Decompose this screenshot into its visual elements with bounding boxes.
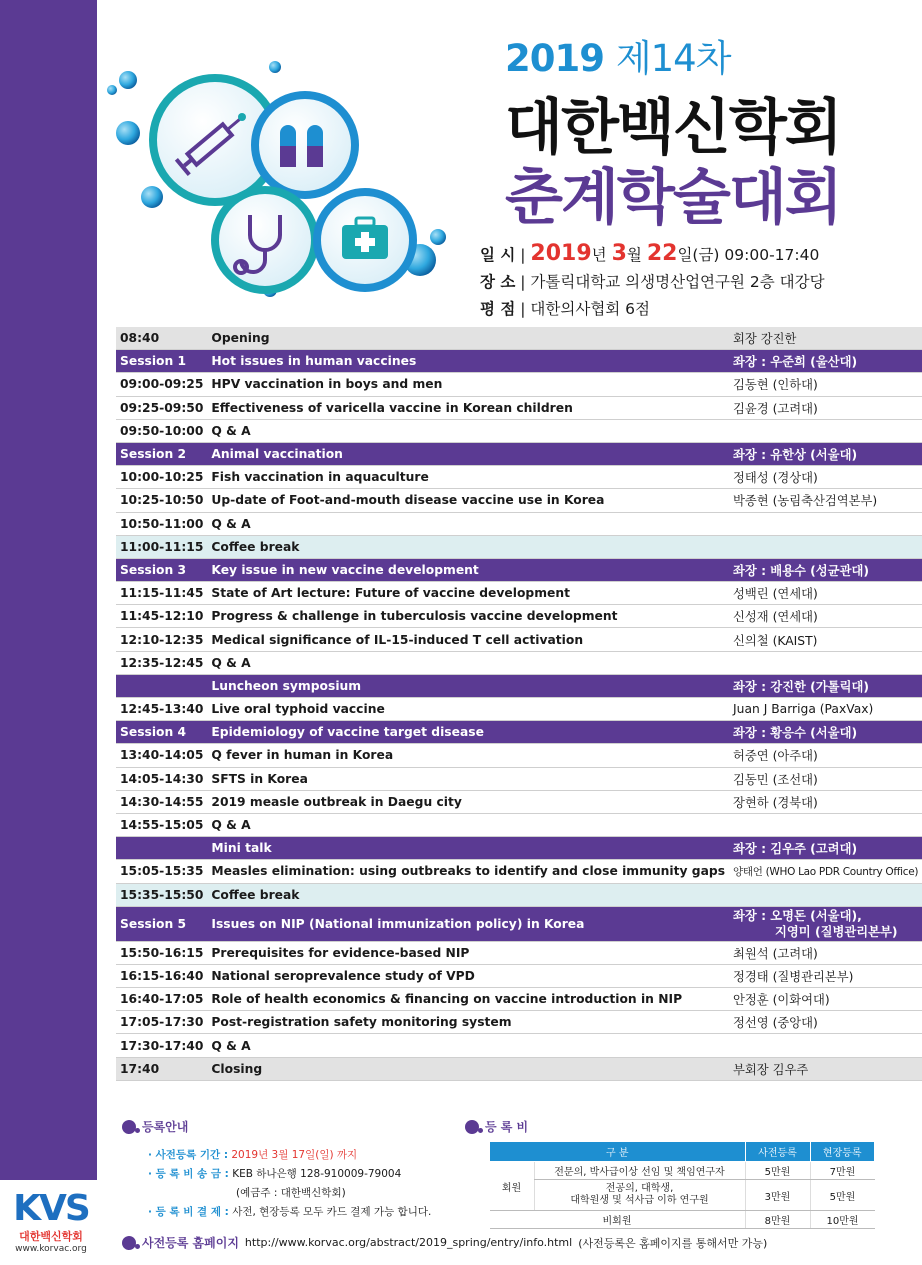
date-line: 일 시 | 2019년 3월 22일(금) 09:00-17:40 (480, 241, 820, 266)
schedule-title: Q & A (207, 813, 729, 836)
bubble (116, 121, 140, 145)
schedule-row (116, 1057, 922, 1080)
schedule-time: 11:15-11:45 (116, 582, 207, 605)
schedule-speaker: 신성재 (연세대) (729, 605, 922, 628)
title-year: 2019 제14차 (505, 37, 731, 80)
schedule-title: Opening (207, 327, 729, 350)
schedule-title: State of Art lecture: Future of vaccine development (207, 582, 729, 605)
schedule-speaker: 좌장 : 우준희 (울산대) (729, 350, 922, 373)
schedule-speaker (729, 419, 922, 442)
schedule-title: Prerequisites for evidence-based NIP (207, 941, 729, 964)
schedule-title: Mini talk (207, 837, 729, 860)
schedule-speaker: 좌장 : 오명돈 (서울대), 지영미 (질병관리본부) (729, 906, 922, 941)
schedule-time: 11:45-12:10 (116, 605, 207, 628)
schedule-speaker: 성백린 (연세대) (729, 582, 922, 605)
schedule-speaker: 좌장 : 황응수 (서울대) (729, 721, 922, 744)
fee-table (489, 1141, 875, 1229)
schedule-title: 2019 measle outbreak in Daegu city (207, 790, 729, 813)
session-row (116, 350, 922, 373)
schedule-speaker: 양태언 (WHO Lao PDR Country Office) (729, 860, 922, 883)
schedule-speaker: 안정훈 (이화여대) (729, 988, 922, 1011)
homepage-note: (사전등록은 홈페이지를 통해서만 가능) (578, 1236, 768, 1250)
schedule-row (116, 605, 922, 628)
schedule-time: Session 3 (116, 558, 207, 581)
schedule-title: Progress & challenge in tuberculosis vaccine development (207, 605, 729, 628)
session-row (116, 674, 922, 697)
session-row (116, 721, 922, 744)
schedule-row (116, 860, 922, 883)
bubble (269, 61, 281, 73)
schedule-row (116, 744, 922, 767)
schedule-row (116, 419, 922, 442)
schedule-title: HPV vaccination in boys and men (207, 373, 729, 396)
schedule-time: 16:40-17:05 (116, 988, 207, 1011)
schedule-time: Session 2 (116, 442, 207, 465)
schedule-speaker: 정경태 (질병관리본부) (729, 964, 922, 987)
schedule-time: 13:40-14:05 (116, 744, 207, 767)
schedule-speaker: 정선영 (중앙대) (729, 1011, 922, 1034)
schedule-speaker: 신의철 (KAIST) (729, 628, 922, 651)
fee-onsite: 7만원 (810, 1162, 875, 1180)
schedule-time: 14:05-14:30 (116, 767, 207, 790)
fee-pre: 5만원 (745, 1162, 810, 1180)
schedule-title: Medical significance of IL-15-induced T cell activation (207, 628, 729, 651)
bullet-icon (122, 1236, 136, 1250)
schedule-time: 14:30-14:55 (116, 790, 207, 813)
schedule-row (116, 489, 922, 512)
schedule-title: Issues on NIP (National immunization policy) in Korea (207, 906, 729, 941)
schedule-time: 17:05-17:30 (116, 1011, 207, 1034)
schedule-table (116, 327, 922, 1081)
schedule-speaker: 좌장 : 김우주 (고려대) (729, 837, 922, 860)
schedule-title: Effectiveness of varicella vaccine in Korean children (207, 396, 729, 419)
schedule-speaker (729, 883, 922, 906)
schedule-speaker (729, 535, 922, 558)
schedule-speaker: 장현하 (경북대) (729, 790, 922, 813)
schedule-row (116, 396, 922, 419)
bullet-icon (122, 1120, 136, 1134)
schedule-title: Hot issues in human vaccines (207, 350, 729, 373)
fee-category: 비회원 (490, 1211, 746, 1229)
kvs-logo (6, 1190, 96, 1254)
schedule-row (116, 941, 922, 964)
schedule-row (116, 767, 922, 790)
schedule-speaker (729, 512, 922, 535)
schedule-speaker: 회장 강진한 (729, 327, 922, 350)
schedule-row (116, 512, 922, 535)
schedule-title: Coffee break (207, 535, 729, 558)
schedule-row (116, 466, 922, 489)
schedule-row (116, 651, 922, 674)
event-info (480, 240, 825, 323)
schedule-row (116, 628, 922, 651)
fee-col-category: 구 분 (490, 1142, 746, 1162)
schedule-time: 16:15-16:40 (116, 964, 207, 987)
logo-abbr: KVS (13, 1188, 89, 1229)
schedule-speaker: 허중연 (아주대) (729, 744, 922, 767)
schedule-title: Q fever in human in Korea (207, 744, 729, 767)
bubble (107, 85, 117, 95)
schedule-title: Role of health economics & financing on vaccine introduction in NIP (207, 988, 729, 1011)
schedule-speaker (729, 651, 922, 674)
schedule-time: 08:40 (116, 327, 207, 350)
registration-item: · 등 록 비 송 금 : KEB 하나은행 128-910009-79004 (148, 1168, 402, 1180)
schedule-speaker: 부회장 김우주 (729, 1057, 922, 1080)
schedule-time: 17:30-17:40 (116, 1034, 207, 1057)
break-row (116, 535, 922, 558)
schedule-title: Fish vaccination in aquaculture (207, 466, 729, 489)
fee-category: 전문의, 박사급이상 선임 및 책임연구자 (534, 1162, 745, 1180)
fee-pre: 3만원 (745, 1180, 810, 1211)
schedule-time: 09:25-09:50 (116, 396, 207, 419)
drop-icon (238, 113, 246, 121)
member-label: 회원 (490, 1162, 535, 1211)
registration-heading: 등록안내 (122, 1118, 188, 1135)
schedule-time: 15:35-15:50 (116, 883, 207, 906)
purple-sidebar (0, 0, 97, 1180)
vaccine-graphic (100, 55, 450, 300)
schedule-title: Animal vaccination (207, 442, 729, 465)
schedule-title: Post-registration safety monitoring system (207, 1011, 729, 1034)
venue-line: 장 소 | 가톨릭대학교 의생명산업연구원 2층 대강당 (480, 273, 825, 291)
schedule-row (116, 582, 922, 605)
fee-col-onsite: 현장등록 (810, 1142, 875, 1162)
schedule-time: 17:40 (116, 1057, 207, 1080)
schedule-speaker: 좌장 : 강진한 (가톨릭대) (729, 674, 922, 697)
schedule-time: 10:50-11:00 (116, 512, 207, 535)
schedule-title: Live oral typhoid vaccine (207, 698, 729, 721)
registration-item: · 사전등록 기간 : 2019년 3월 17일(일) 까지 (148, 1149, 358, 1161)
schedule-time: 10:25-10:50 (116, 489, 207, 512)
schedule-time: 11:00-11:15 (116, 535, 207, 558)
schedule-row (116, 698, 922, 721)
bubble (119, 71, 137, 89)
schedule-title: Key issue in new vaccine development (207, 558, 729, 581)
schedule-time: Session 1 (116, 350, 207, 373)
schedule-speaker: 김동현 (인하대) (729, 373, 922, 396)
fee-onsite: 5만원 (810, 1180, 875, 1211)
session-row (116, 558, 922, 581)
schedule-speaker: 김동민 (조선대) (729, 767, 922, 790)
registration-item: · 등 록 비 결 제 : 사전, 현장등록 모두 카드 결제 가능 합니다. (148, 1206, 432, 1218)
registration-list (148, 1146, 431, 1222)
disc-stethoscope (215, 190, 315, 290)
schedule-title: National seroprevalence study of VPD (207, 964, 729, 987)
schedule-title: Q & A (207, 651, 729, 674)
schedule-title: Epidemiology of vaccine target disease (207, 721, 729, 744)
schedule-title: Q & A (207, 1034, 729, 1057)
logo-url: www.korvac.org (15, 1244, 87, 1254)
fee-category: 전공의, 대학생, 대학원생 및 석사급 이하 연구원 (534, 1180, 745, 1211)
schedule-row (116, 1034, 922, 1057)
schedule-row (116, 1011, 922, 1034)
registration-item: (예금주 : 대한백신학회) (236, 1187, 346, 1199)
homepage-line (122, 1234, 767, 1251)
fee-pre: 8만원 (745, 1211, 810, 1229)
session-row (116, 442, 922, 465)
schedule-row (116, 790, 922, 813)
homepage-heading: 사전등록 홈페이지 (142, 1236, 239, 1250)
schedule-speaker: Juan J Barriga (PaxVax) (729, 698, 922, 721)
schedule-title: Luncheon symposium (207, 674, 729, 697)
schedule-time: 09:50-10:00 (116, 419, 207, 442)
schedule-title: Measles elimination: using outbreaks to identify and close immunity gaps (207, 860, 729, 883)
schedule-row (116, 327, 922, 350)
schedule-time: 15:50-16:15 (116, 941, 207, 964)
schedule-time: 09:00-09:25 (116, 373, 207, 396)
disc-pills (255, 95, 355, 195)
schedule-speaker: 김윤경 (고려대) (729, 396, 922, 419)
fee-col-pre: 사전등록 (745, 1142, 810, 1162)
schedule-speaker: 좌장 : 유한상 (서울대) (729, 442, 922, 465)
bubble (430, 229, 446, 245)
fee-onsite: 10만원 (810, 1211, 875, 1229)
credit-line: 평 점 | 대한의사협회 6점 (480, 300, 651, 318)
schedule-title: Q & A (207, 512, 729, 535)
logo-name: 대한백신학회 (19, 1230, 83, 1243)
bullet-icon (465, 1120, 479, 1134)
schedule-speaker (729, 813, 922, 836)
schedule-speaker (729, 1034, 922, 1057)
schedule-speaker: 박종현 (농림축산검역본부) (729, 489, 922, 512)
schedule-time: 12:10-12:35 (116, 628, 207, 651)
break-row (116, 883, 922, 906)
schedule-time: 12:45-13:40 (116, 698, 207, 721)
schedule-time (116, 837, 207, 860)
homepage-url[interactable]: http://www.korvac.org/abstract/2019_spring/entry/info.html (244, 1236, 573, 1249)
session-row (116, 837, 922, 860)
schedule-speaker: 최원석 (고려대) (729, 941, 922, 964)
schedule-time (116, 674, 207, 697)
schedule-title: Closing (207, 1057, 729, 1080)
schedule-time: Session 4 (116, 721, 207, 744)
schedule-row (116, 988, 922, 1011)
bubble (141, 186, 163, 208)
schedule-title: Q & A (207, 419, 729, 442)
schedule-speaker: 정태성 (경상대) (729, 466, 922, 489)
schedule-title: Up-date of Foot-and-mouth disease vaccine use in Korea (207, 489, 729, 512)
session-row (116, 906, 922, 941)
schedule-row (116, 964, 922, 987)
schedule-time: 12:35-12:45 (116, 651, 207, 674)
fee-heading: 등 록 비 (465, 1118, 528, 1135)
schedule-speaker: 좌장 : 배용수 (성균관대) (729, 558, 922, 581)
schedule-time: Session 5 (116, 906, 207, 941)
schedule-row (116, 373, 922, 396)
schedule-time: 15:05-15:35 (116, 860, 207, 883)
schedule-title: SFTS in Korea (207, 767, 729, 790)
title-event: 춘계학술대회 (505, 163, 841, 233)
title-society: 대한백신학회 (505, 93, 841, 163)
schedule-time: 10:00-10:25 (116, 466, 207, 489)
schedule-row (116, 813, 922, 836)
schedule-title: Coffee break (207, 883, 729, 906)
schedule-time: 14:55-15:05 (116, 813, 207, 836)
